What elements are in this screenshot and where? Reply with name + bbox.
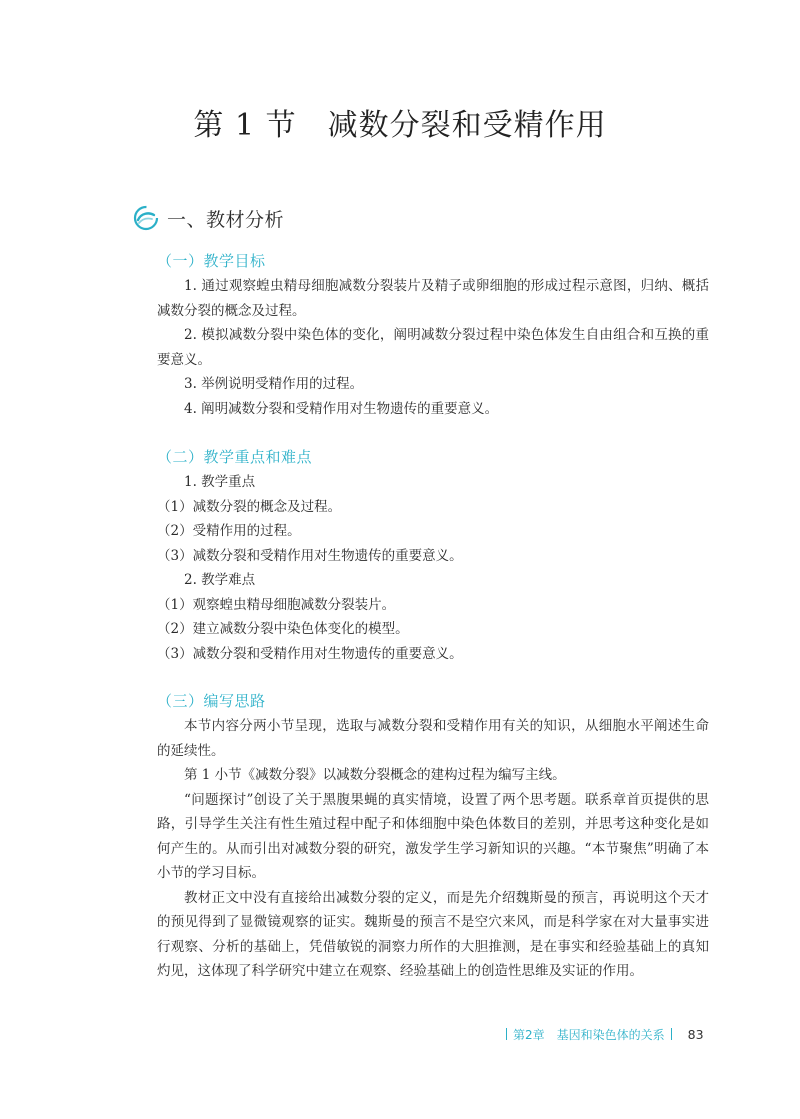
paragraph: “问题探讨”创设了关于黑腹果蝇的真实情境，设置了两个思考题。联系章首页提供的思路，引导学生关注有性生殖过程中配子和体细胞中染色体数目的差别，并思考这种变化是如何产生的。从而引出对减数分裂的研究，激发学生学习新知识的兴趣。“本节聚焦”明确了本小节的学习目标。 bbox=[157, 791, 709, 881]
swirl-circle-icon bbox=[133, 205, 159, 231]
goals-list bbox=[157, 274, 709, 421]
chapter-label: 第2章 基因和染色体的关系 bbox=[513, 1027, 665, 1042]
page-title: 第 1 节 减数分裂和受精作用 bbox=[193, 108, 607, 143]
hard-title: 2. 教学难点 bbox=[184, 572, 256, 588]
section-heading bbox=[133, 205, 284, 231]
divider bbox=[506, 1028, 507, 1040]
list-item: （2）建立减数分裂中染色体变化的模型。 bbox=[157, 621, 409, 637]
paragraph: 本节内容分两小节呈现，选取与减数分裂和受精作用有关的知识，从细胞水平阐述生命的延续性。 bbox=[157, 718, 709, 759]
list-item: （2）受精作用的过程。 bbox=[157, 523, 301, 539]
paragraph: 教材正文中没有直接给出减数分裂的定义，而是先介绍魏斯曼的预言，再说明这个天才的预见得到了显微镜观察的证实。魏斯曼的预言不是空穴来风，而是科学家在对大量事实进行观察、分析的基础上，凭借敏锐的洞察力所作的大胆推测，是在事实和经验基础上的真知灼见，这体现了科学研究中建立在观察、经验基础上的创造性思维及实证的作用。 bbox=[157, 889, 709, 979]
page-number: 83 bbox=[687, 1026, 704, 1042]
list-item: 1. 通过观察蝗虫精母细胞减数分裂装片及精子或卵细胞的形成过程示意图，归纳、概括减数分裂的概念及过程。 bbox=[157, 278, 709, 319]
section-label: 一、教材分析 bbox=[167, 208, 285, 231]
writing-heading: （三）编写思路 bbox=[157, 692, 266, 710]
list-item: 4. 阐明减数分裂和受精作用对生物遗传的重要意义。 bbox=[184, 400, 499, 417]
goals-heading: （一）教学目标 bbox=[157, 252, 266, 270]
divider bbox=[671, 1028, 672, 1040]
list-item: （1）减数分裂的概念及过程。 bbox=[157, 498, 342, 515]
list-item: 3. 举例说明受精作用的过程。 bbox=[184, 376, 364, 392]
writing-body bbox=[157, 714, 709, 984]
list-item: （1）观察蝗虫精母细胞减数分裂装片。 bbox=[157, 596, 396, 613]
list-item: （3）减数分裂和受精作用对生物遗传的重要意义。 bbox=[157, 645, 463, 662]
focus-list bbox=[157, 470, 709, 666]
paragraph: 第 1 小节《减数分裂》以减数分裂概念的建构过程为编写主线。 bbox=[184, 767, 566, 783]
key-title: 1. 教学重点 bbox=[184, 474, 256, 490]
focus-heading: （二）教学重点和难点 bbox=[157, 448, 313, 466]
list-item: 2. 模拟减数分裂中染色体的变化，阐明减数分裂过程中染色体发生自由组合和互换的重要意义。 bbox=[157, 327, 709, 368]
list-item: （3）减数分裂和受精作用对生物遗传的重要意义。 bbox=[157, 547, 463, 564]
page-footer bbox=[500, 1025, 720, 1043]
